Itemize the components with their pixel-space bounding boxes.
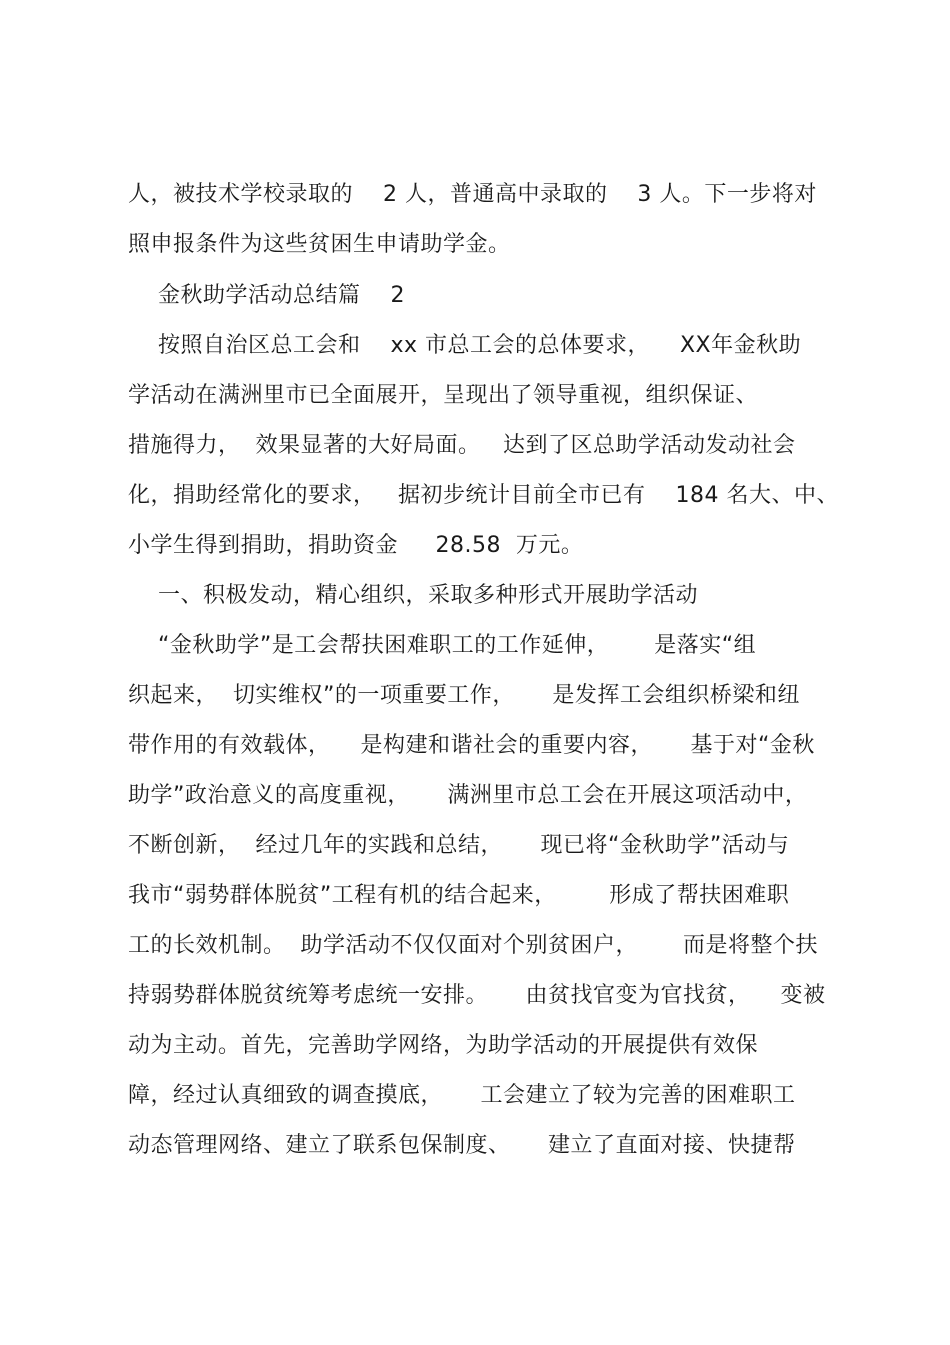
text-line: 织起来， 切实维权”的一项重要工作， 是发挥工会组织桥梁和纽 [128,683,800,708]
text-line: 动为主动。首先，完善助学网络，为助学活动的开展提供有效保 [128,1033,759,1058]
text-line: 按照自治区总工会和 xx 市总工会的总体要求， XX年金秋助 [128,333,802,358]
text-line: 小学生得到捐助，捐助资金 28.58 万元。 [128,533,584,558]
text-line: 持弱势群体脱贫统筹考虑统一安排。 由贫找官变为官找贫， 变被 [128,983,826,1008]
section-heading: 金秋助学活动总结篇 2 [128,283,405,308]
text-line: 我市“弱势群体脱贫”工程有机的结合起来， 形成了帮扶困难职 [128,883,790,908]
text-line: 学活动在满洲里市已全面展开，呈现出了领导重视，组织保证、 [128,383,759,408]
text-line: 照申报条件为这些贫困生申请助学金。 [128,232,511,257]
text-line: 不断创新， 经过几年的实践和总结， 现已将“金秋助学”活动与 [128,833,790,858]
text-line: 工的长效机制。 助学活动不仅仅面对个别贫困户， 而是将整个扶 [128,933,818,958]
text-line: 带作用的有效载体， 是构建和谐社会的重要内容， 基于对“金秋 [128,733,815,758]
text-line: 人，被技术学校录取的 2 人，普通高中录取的 3 人。下一步将对 [128,182,817,207]
text-line: 化，捐助经常化的要求， 据初步统计目前全市已有 184 名大、中、 [128,483,839,508]
subsection-heading: 一、积极发动，精心组织，采取多种形式开展助学活动 [128,583,698,608]
text-line: 障，经过认真细致的调查摸底， 工会建立了较为完善的困难职工 [128,1083,796,1108]
text-line: 助学”政治意义的高度重视， 满洲里市总工会在开展这项活动中， [128,783,808,808]
text-line: 措施得力， 效果显著的大好局面。 达到了区总助学活动发动社会 [128,433,796,458]
text-line: “金秋助学”是工会帮扶困难职工的工作延伸， 是落实“组 [128,633,757,658]
text-line: 动态管理网络、建立了联系包保制度、 建立了直面对接、快捷帮 [128,1133,796,1158]
